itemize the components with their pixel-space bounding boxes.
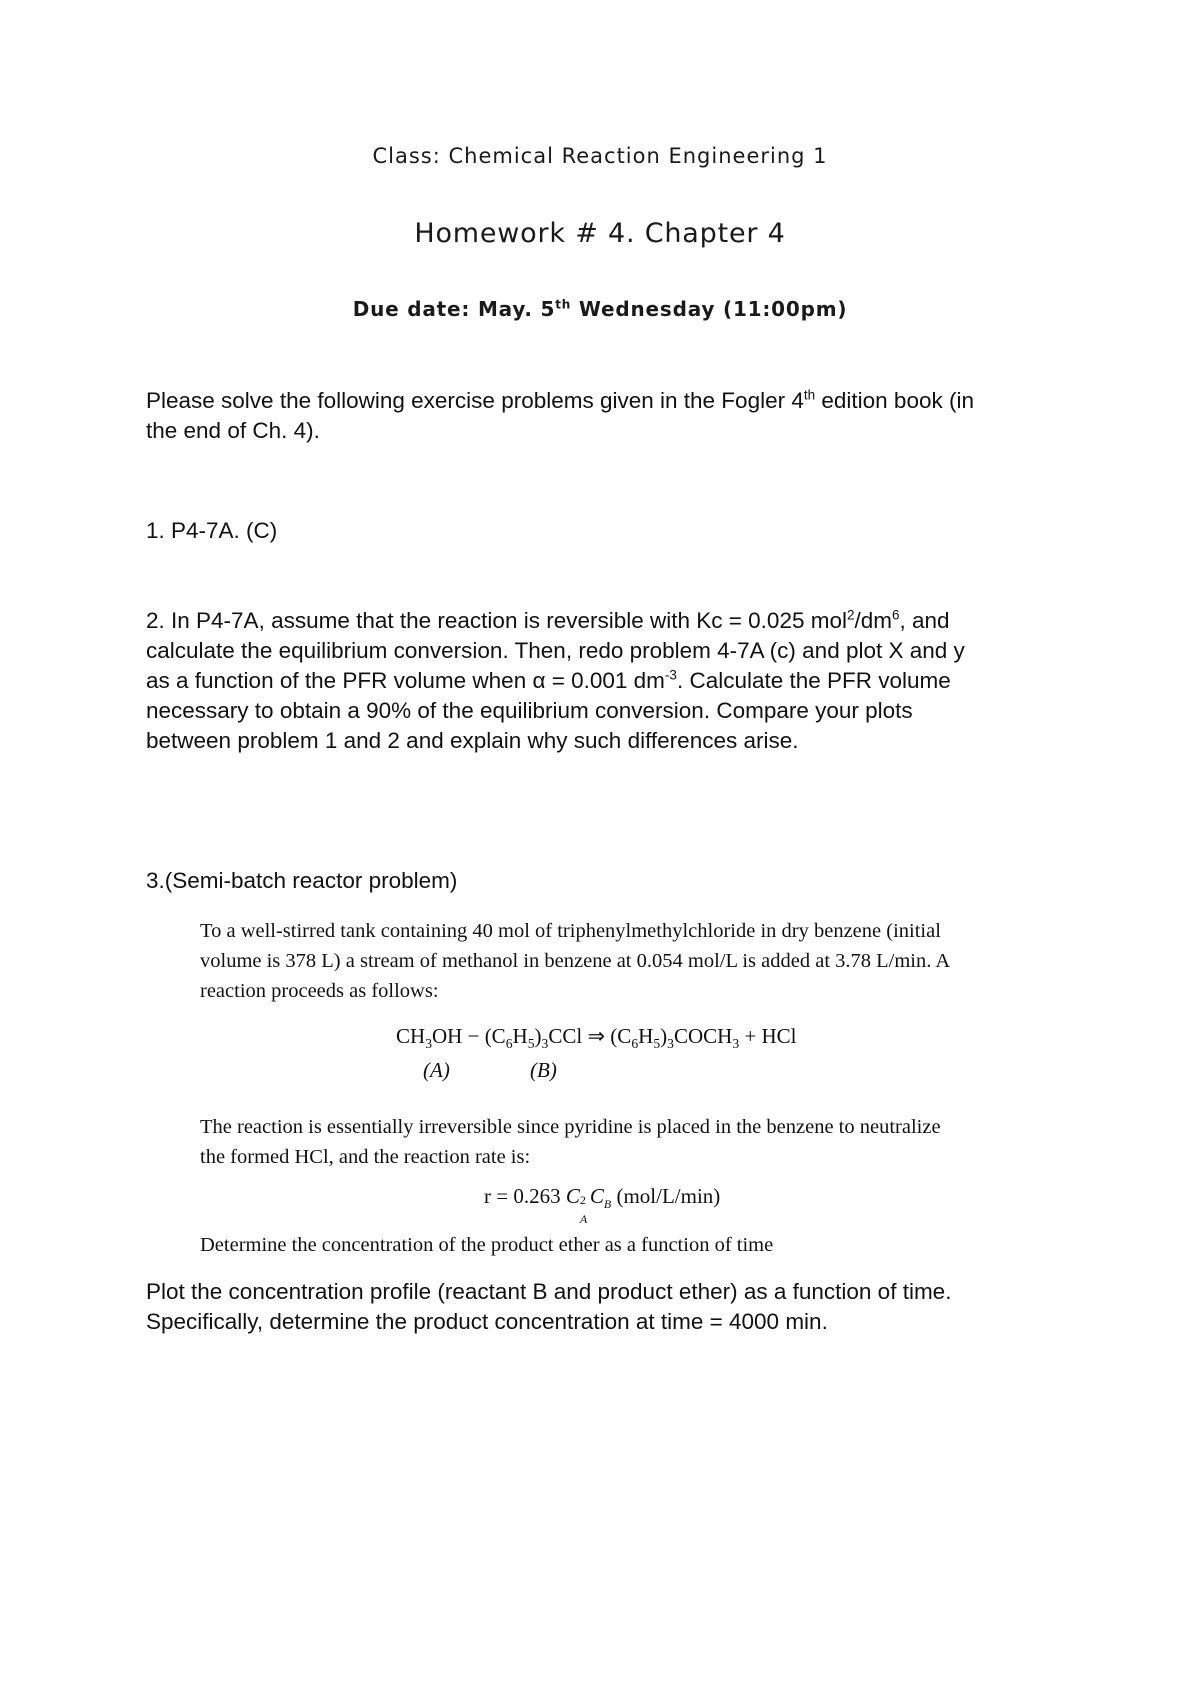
excerpt-determine: Determine the concentration of the product ether as a function of time bbox=[200, 1234, 774, 1256]
rxn-sub: 6 bbox=[631, 1036, 639, 1052]
species-label-a: (A) bbox=[423, 1058, 450, 1082]
intro-line-2: the end of Ch. 4). bbox=[146, 418, 320, 443]
rxn-part: COCH bbox=[673, 1024, 733, 1048]
problem-2 bbox=[146, 606, 1066, 756]
p2-l3a: as a function of the PFR volume when α = 0.001 dm bbox=[146, 668, 665, 693]
rxn-part: CCl ⇒ (C bbox=[548, 1024, 632, 1048]
rate-ca-sub: A bbox=[579, 1212, 588, 1226]
rxn-sub: 3 bbox=[425, 1036, 433, 1052]
intro-line-1a: Please solve the following exercise problems given in the Fogler 4 bbox=[146, 388, 804, 413]
excerpt-p2-line-1: The reaction is essentially irreversible since pyridine is placed in the benzene to neutralize bbox=[200, 1116, 941, 1138]
p2-l3b: . Calculate the PFR volume bbox=[676, 668, 951, 693]
p2-sup2: 6 bbox=[892, 607, 900, 623]
due-sup: th bbox=[555, 297, 572, 312]
excerpt-p1-line-2: volume is 378 L) a stream of methanol in benzene at 0.054 mol/L is added at 3.78 L/min. A bbox=[200, 950, 951, 972]
problem-1: 1. P4-7A. (C) bbox=[146, 518, 278, 543]
rxn-part: OH − (C bbox=[432, 1024, 506, 1048]
species-label-b: (B) bbox=[530, 1058, 557, 1082]
problem-2-line-1 bbox=[146, 606, 1066, 636]
problem-2-line-5: between problem 1 and 2 and explain why such differences arise. bbox=[146, 728, 799, 753]
intro-line-1 bbox=[146, 386, 1066, 416]
rxn-part: CH bbox=[396, 1024, 426, 1048]
intro-sup: th bbox=[803, 387, 816, 403]
excerpt-paragraph-1 bbox=[200, 916, 950, 1006]
rxn-part: ) bbox=[660, 1024, 668, 1048]
problem-3-line-2: Specifically, determine the product concentration at time = 4000 min. bbox=[146, 1309, 828, 1334]
rxn-sub: 5 bbox=[527, 1036, 535, 1052]
rxn-part: ) bbox=[534, 1024, 542, 1048]
class-line: Class: Chemical Reaction Engineering 1 bbox=[372, 144, 828, 168]
rate-ca-sup: 2 bbox=[579, 1193, 586, 1207]
p2-l1a: 2. In P4-7A, assume that the reaction is reversible with Kc = 0.025 mol bbox=[146, 608, 847, 633]
problem-3-line-1: Plot the concentration profile (reactant B and product ether) as a function of time. bbox=[146, 1279, 952, 1304]
p2-l1b: /dm bbox=[854, 608, 893, 633]
problem-2-line-2: calculate the equilibrium conversion. Then, redo problem 4-7A (c) and plot X and y bbox=[146, 638, 965, 663]
rxn-sub: 3 bbox=[541, 1036, 549, 1052]
rxn-sub: 3 bbox=[667, 1036, 674, 1052]
rxn-sub: 5 bbox=[653, 1036, 661, 1052]
p2-sup3: -3 bbox=[664, 667, 677, 683]
problem-2-line-3 bbox=[146, 666, 1066, 696]
problem-3-heading: 3.(Semi-batch reactor problem) bbox=[146, 868, 458, 893]
rate-ca: C bbox=[565, 1184, 580, 1208]
excerpt-p1-line-3: reaction proceeds as follows: bbox=[200, 980, 439, 1002]
excerpt-p2-line-2: the formed HCl, and the reaction rate is: bbox=[200, 1146, 531, 1168]
excerpt-paragraph-2 bbox=[200, 1112, 941, 1172]
p2-sup1: 2 bbox=[846, 607, 855, 623]
rate-equation bbox=[484, 1184, 721, 1226]
excerpt-p1-line-1: To a well-stirred tank containing 40 mol of triphenylmethylchloride in dry benzene (initial bbox=[200, 920, 941, 942]
rxn-sub: 6 bbox=[505, 1036, 513, 1052]
due-prefix: Due date: May. 5 bbox=[352, 297, 556, 321]
problem-3-instructions bbox=[146, 1277, 1066, 1337]
due-date bbox=[0, 297, 1200, 321]
rate-cb-sub: B bbox=[603, 1197, 612, 1212]
rxn-part: + HCl bbox=[739, 1024, 797, 1048]
rate-units: (mol/L/min) bbox=[611, 1184, 721, 1208]
p2-l1c: , and bbox=[899, 608, 950, 633]
rxn-part: H bbox=[512, 1024, 528, 1048]
intro-paragraph bbox=[146, 386, 1066, 446]
reaction-equation bbox=[396, 1024, 797, 1052]
rate-prefix: r = 0.263 bbox=[484, 1184, 566, 1208]
page-title: Homework # 4. Chapter 4 bbox=[414, 218, 786, 249]
rxn-sub: 3 bbox=[732, 1036, 740, 1052]
intro-line-1b: edition book (in bbox=[815, 388, 974, 413]
rxn-part: H bbox=[638, 1024, 654, 1048]
problem-2-line-4: necessary to obtain a 90% of the equilibrium conversion. Compare your plots bbox=[146, 698, 913, 723]
rate-cb: C bbox=[589, 1184, 604, 1208]
due-suffix: Wednesday (11:00pm) bbox=[571, 297, 848, 321]
